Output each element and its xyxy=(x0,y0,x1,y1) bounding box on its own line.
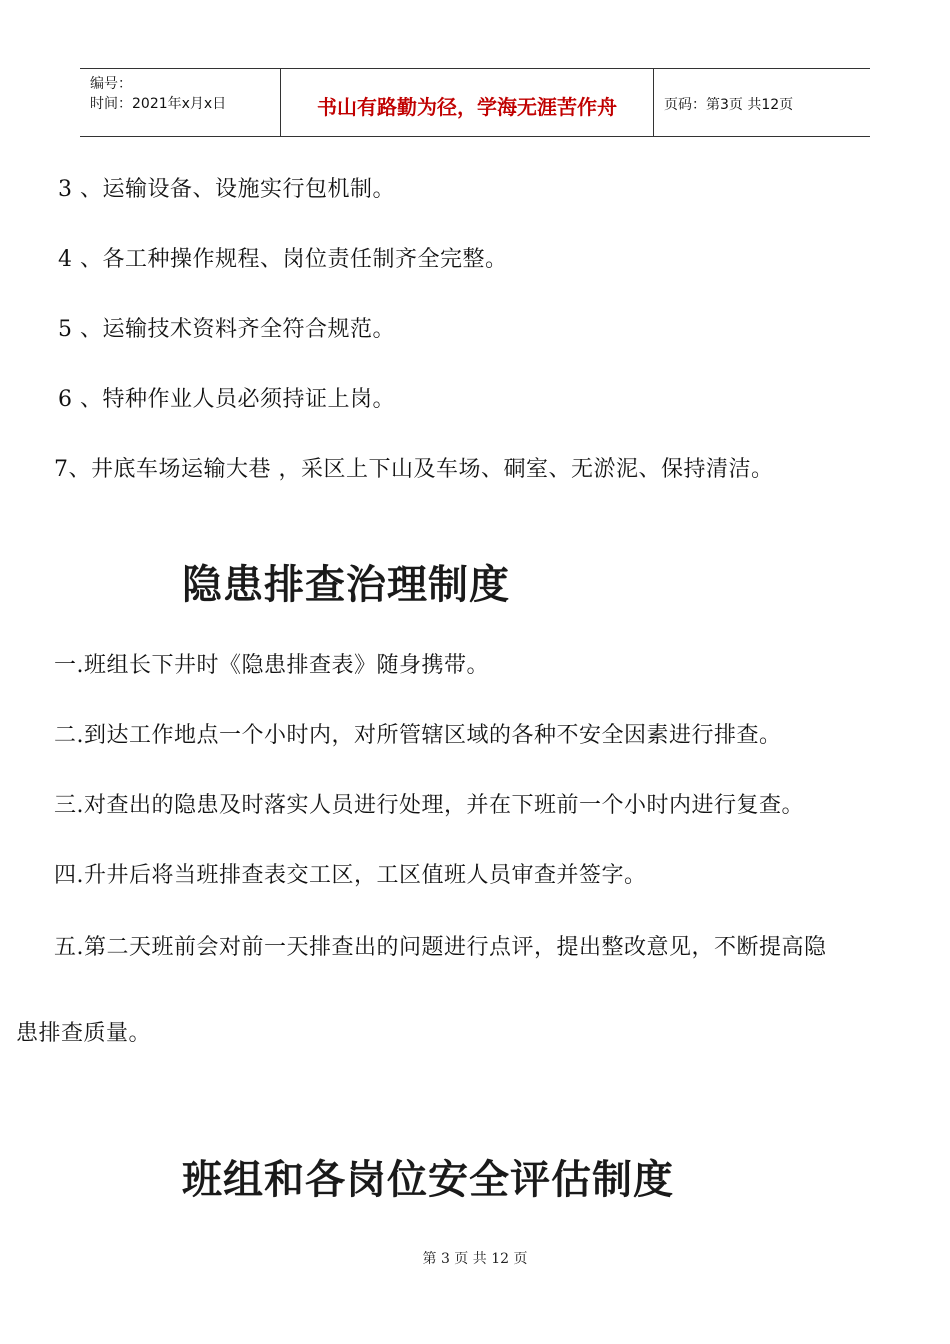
section-item: 四.升井后将当班排查表交工区，工区值班人员审查并签字。 xyxy=(54,863,647,888)
document-header xyxy=(80,68,870,137)
list-item: 4 、各工种操作规程、岗位责任制齐全完整。 xyxy=(58,247,508,272)
section-item: 一.班组长下井时《隐患排查表》随身携带。 xyxy=(54,653,489,678)
section-title-hazard: 隐患排查治理制度 xyxy=(182,562,510,608)
list-item: 5 、运输技术资料齐全符合规范。 xyxy=(58,317,395,342)
section-item: 二.到达工作地点一个小时内，对所管辖区域的各种不安全因素进行排查。 xyxy=(54,723,782,748)
section-item-continuation: 患排查质量。 xyxy=(16,1021,152,1046)
section-item: 三.对查出的隐患及时落实人员进行处理，并在下班前一个小时内进行复查。 xyxy=(54,793,804,818)
header-motto-cell xyxy=(281,69,654,136)
section-item: 五.第二天班前会对前一天排查出的问题进行点评，提出整改意见，不断提高隐 xyxy=(54,935,827,960)
header-page-number: 页码：第3页 共12页 xyxy=(664,97,794,113)
list-item: 6 、特种作业人员必须持证上岗。 xyxy=(58,387,395,412)
header-page-cell xyxy=(654,69,870,136)
document-number-label: 编号： xyxy=(90,76,132,92)
document-date: 时间：2021年x月x日 xyxy=(90,96,227,112)
section-title-assessment: 班组和各岗位安全评估制度 xyxy=(182,1157,674,1203)
list-item: 3 、运输设备、设施实行包机制。 xyxy=(58,177,395,202)
list-item: 7、井底车场运输大巷 ，采区上下山及车场、硐室、无淤泥、保持清洁。 xyxy=(54,457,774,482)
page-footer: 第 3 页 共 12 页 xyxy=(422,1251,528,1267)
header-motto: 书山有路勤为径，学海无涯苦作舟 xyxy=(317,95,617,119)
header-info-cell xyxy=(80,69,281,136)
